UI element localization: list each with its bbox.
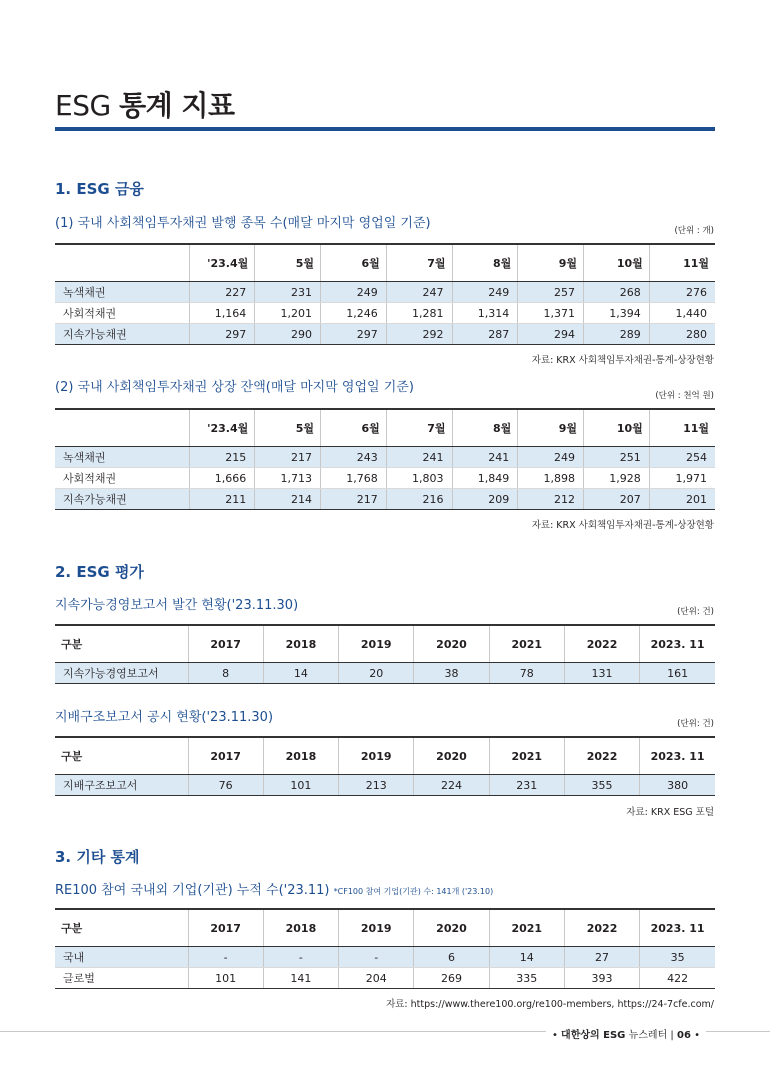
table2-unit: (단위 : 천억 원) [655,391,714,401]
table1-title [55,212,431,231]
column-header: 6월 [321,409,387,447]
table-cell: 1,246 [321,303,387,324]
table4-unit: (단위: 건) [677,719,714,729]
table-cell: 292 [386,324,452,345]
table-cell: 27 [564,947,639,968]
column-header: 2022 [564,625,639,663]
column-header: 11월 [649,409,715,447]
column-header: 5월 [255,244,321,282]
table-cell: 355 [564,775,639,796]
table-cell: 207 [584,489,650,510]
column-header: 2023. 11 [640,737,715,775]
table-cell: 1,971 [649,468,715,489]
table-cell: 217 [255,447,321,468]
table-cell: 249 [452,282,518,303]
table-cell: 280 [649,324,715,345]
table-cell: 241 [386,447,452,468]
table-row [55,468,715,489]
table-cell: - [188,947,263,968]
section1-heading: 1. ESG 금융 [55,180,144,198]
table-cell: 1,768 [321,468,387,489]
table-cell: 393 [564,968,639,989]
table3-title-main: 지속가능경영보고서 발간 현황 [55,598,227,613]
table-row [55,947,715,968]
table2-title-note: (매달 마지막 영업일 기준) [265,380,414,395]
table-cell: 276 [649,282,715,303]
table-cell: 201 [649,489,715,510]
table-cell: 1,928 [584,468,650,489]
table-cell: 268 [584,282,650,303]
table4-title-note: ('23.11.30) [201,710,274,725]
column-header: 2022 [564,909,639,947]
table-cell: - [263,947,338,968]
table5-cf100-note: *CF100 참여 기업(기관) 수: 141개 ('23.10) [333,887,494,896]
column-header: '23.4월 [189,244,255,282]
listing-balance-table [55,408,715,510]
table-cell: 247 [386,282,452,303]
column-header: 2019 [339,737,414,775]
table3-title [55,594,298,613]
table-cell: 1,713 [255,468,321,489]
page-footer [546,1026,706,1041]
table2-title-main: (2) 국내 사회책임투자채권 상장 잔액 [55,380,266,395]
table2-title [55,376,414,395]
table-cell: 297 [321,324,387,345]
table-cell: 161 [640,663,715,684]
column-header: 7월 [386,244,452,282]
title-rule [55,127,715,131]
column-header: 10월 [584,244,650,282]
table-cell: 1,281 [386,303,452,324]
row-label: 사회적채권 [55,468,189,489]
table-cell: 20 [339,663,414,684]
table-cell: 8 [188,663,263,684]
table3-unit: (단위: 건) [677,607,714,617]
column-header: 2019 [339,909,414,947]
corner-header [55,409,189,447]
table-cell: 216 [386,489,452,510]
row-label: 지속가능경영보고서 [55,663,188,684]
column-header: 2019 [339,625,414,663]
table-cell: 294 [518,324,584,345]
row-label: 사회적채권 [55,303,189,324]
table-cell: 269 [414,968,489,989]
table-cell: 224 [414,775,489,796]
column-header: 2017 [188,625,263,663]
table2-source: 자료: KRX 사회책임투자채권-통계-상장현황 [531,520,714,531]
column-header: 2018 [263,737,338,775]
column-header: 2021 [489,737,564,775]
footer-bullet-end: • [694,1030,700,1041]
table-cell: 297 [189,324,255,345]
column-header: 9월 [518,244,584,282]
column-header: 2018 [263,909,338,947]
table-row [55,775,715,796]
table-row [55,663,715,684]
table-cell: 241 [452,447,518,468]
table-cell: 227 [189,282,255,303]
table-cell: 76 [188,775,263,796]
governance-report-table [55,736,715,796]
table-cell: 1,314 [452,303,518,324]
column-header: 2018 [263,625,338,663]
table-cell: - [339,947,414,968]
table3-title-note: ('23.11.30) [226,598,299,613]
column-header: 2021 [489,625,564,663]
column-header: 6월 [321,244,387,282]
table-cell: 1,898 [518,468,584,489]
table-cell: 243 [321,447,387,468]
table-cell: 1,371 [518,303,584,324]
re100-table [55,908,715,989]
table-cell: 209 [452,489,518,510]
table4-title [55,706,273,725]
table-cell: 212 [518,489,584,510]
table-cell: 1,164 [189,303,255,324]
corner-header: 구분 [55,737,188,775]
section2-heading: 2. ESG 평가 [55,563,144,581]
footer-suffix: 뉴스레터 | [628,1030,674,1041]
column-header: 10월 [584,409,650,447]
column-header: 2020 [414,625,489,663]
table5-title [55,879,493,898]
page-title [55,84,235,124]
table-cell: 231 [255,282,321,303]
row-label: 녹색채권 [55,447,189,468]
column-header: 11월 [649,244,715,282]
section3-heading: 3. 기타 통계 [55,848,140,866]
table-cell: 211 [189,489,255,510]
table-cell: 141 [263,968,338,989]
table-cell: 231 [489,775,564,796]
column-header: 5월 [255,409,321,447]
row-label: 국내 [55,947,188,968]
column-header: 2017 [188,909,263,947]
table-cell: 422 [640,968,715,989]
table1-unit: (단위 : 개) [674,226,714,236]
table-cell: 101 [263,775,338,796]
table-cell: 14 [489,947,564,968]
column-header: 2023. 11 [640,625,715,663]
column-header: 7월 [386,409,452,447]
table-cell: 380 [640,775,715,796]
table-cell: 1,666 [189,468,255,489]
table-cell: 14 [263,663,338,684]
column-header: 9월 [518,409,584,447]
table-cell: 335 [489,968,564,989]
column-header: 2022 [564,737,639,775]
table-cell: 1,394 [584,303,650,324]
column-header: 8월 [452,409,518,447]
table-cell: 1,440 [649,303,715,324]
table-cell: 35 [640,947,715,968]
table1-source: 자료: KRX 사회책임투자채권-통계-상장현황 [531,355,714,366]
footer-bullet: • [551,1030,558,1041]
table-cell: 215 [189,447,255,468]
column-header: 2020 [414,737,489,775]
table-row [55,489,715,510]
table-cell: 251 [584,447,650,468]
table-row [55,447,715,468]
corner-header: 구분 [55,625,188,663]
table-cell: 6 [414,947,489,968]
corner-header: 구분 [55,909,188,947]
table-row [55,282,715,303]
page-title-en: ESG [55,89,111,122]
table-row [55,968,715,989]
column-header: 2021 [489,909,564,947]
table-cell: 131 [564,663,639,684]
table5-title-note: (기관) 누적 수('23.11) [197,883,330,898]
table-row [55,303,715,324]
table-cell: 78 [489,663,564,684]
row-label: 글로벌 [55,968,188,989]
column-header: 2017 [188,737,263,775]
table-cell: 1,803 [386,468,452,489]
table-cell: 257 [518,282,584,303]
table-cell: 249 [518,447,584,468]
page-title-ko: 통계 지표 [119,89,235,122]
issuance-count-table [55,243,715,345]
table-cell: 204 [339,968,414,989]
column-header: 2020 [414,909,489,947]
table1-title-note: (매달 마지막 영업일 기준) [282,216,431,231]
table4-source: 자료: KRX ESG 포털 [626,807,714,818]
table-cell: 287 [452,324,518,345]
table5-title-main: RE100 참여 국내외 기업 [55,883,198,898]
table-cell: 290 [255,324,321,345]
table-cell: 214 [255,489,321,510]
row-label: 지속가능채권 [55,324,189,345]
table5-source: 자료: https://www.there100.org/re100-members, https://24-7cfe.com/ [386,999,714,1010]
table-cell: 249 [321,282,387,303]
row-label: 녹색채권 [55,282,189,303]
sustainability-report-table [55,624,715,684]
row-label: 지속가능채권 [55,489,189,510]
column-header: 8월 [452,244,518,282]
corner-header [55,244,189,282]
footer-publication: 대한상의 ESG [561,1030,626,1041]
table-cell: 213 [339,775,414,796]
row-label: 지배구조보고서 [55,775,188,796]
table1-title-main: (1) 국내 사회책임투자채권 발행 종목 수 [55,216,283,231]
table-cell: 1,201 [255,303,321,324]
table-row [55,324,715,345]
column-header: '23.4월 [189,409,255,447]
column-header: 2023. 11 [640,909,715,947]
table-cell: 217 [321,489,387,510]
table-cell: 1,849 [452,468,518,489]
table4-title-main: 지배구조보고서 공시 현황 [55,710,202,725]
footer-page-number: 06 [676,1030,691,1041]
table-cell: 289 [584,324,650,345]
table-cell: 254 [649,447,715,468]
table-cell: 101 [188,968,263,989]
table-cell: 38 [414,663,489,684]
